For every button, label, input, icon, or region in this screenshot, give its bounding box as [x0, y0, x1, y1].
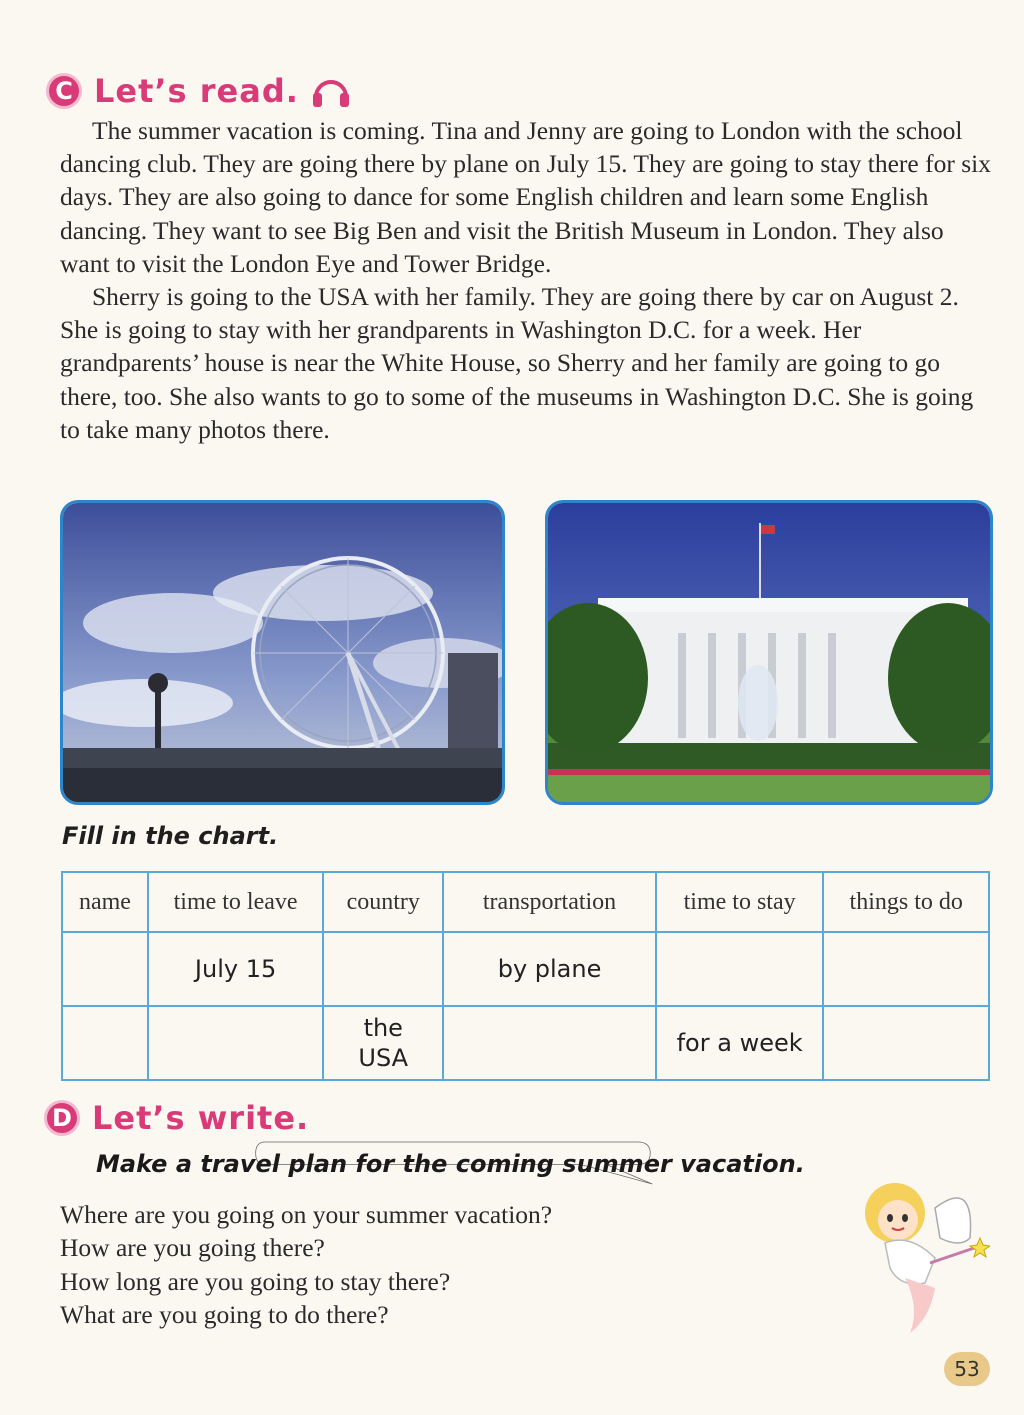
cell-transportation-blank[interactable]	[443, 1006, 656, 1080]
question-item: How long are you going to stay there?	[60, 1266, 451, 1296]
fill-chart-instruction: Fill in the chart.	[62, 822, 279, 850]
cell-time-to-stay-blank[interactable]	[656, 932, 824, 1006]
table-row	[62, 1006, 989, 1080]
header-transportation: transportation	[443, 872, 656, 932]
london-eye-photo	[60, 500, 505, 805]
paragraph-london: The summer vacation is coming. Tina and Jenny are going to London with the school dancing club. They are going there by plane on July 15. They are going to stay there for six days. They are also going to dance for some English children and learn some English dancing. They want to see Big Ben and visit the British Museum in London. They also want to visit the London Eye and Tower Bridge.	[60, 116, 991, 278]
cell-transportation[interactable]: by plane	[443, 932, 656, 1006]
chart-header-row	[62, 872, 989, 932]
headphones-icon[interactable]	[311, 73, 351, 109]
header-time-to-leave: time to leave	[148, 872, 323, 932]
page-number: 53	[944, 1352, 990, 1386]
writing-questions	[60, 1198, 552, 1332]
cell-things-to-do-blank[interactable]	[823, 932, 989, 1006]
question-item: What are you going to do there?	[60, 1300, 389, 1330]
cell-time-to-leave-blank[interactable]	[148, 1006, 323, 1080]
question-item: Where are you going on your summer vacation?	[60, 1200, 553, 1229]
section-c-badge: C	[46, 73, 82, 109]
header-things-to-do: things to do	[823, 872, 989, 932]
section-c-header	[46, 72, 351, 110]
section-d-header	[44, 1099, 309, 1137]
paragraph-usa: Sherry is going to the USA with her family. They are going there by car on August 2. She is going to stay with her grandparents in Washington D.C. for a week. Her grandparents’ house is near the White House, so Sherry and her family are going to go there, too. She also wants to go to some of the museums in Washington D.C. She is going to take many photos there.	[60, 282, 974, 444]
travel-chart-table	[61, 871, 990, 1081]
angel-illustration	[850, 1168, 990, 1368]
header-country: country	[323, 872, 443, 932]
header-name: name	[62, 872, 148, 932]
cell-time-to-stay[interactable]: for a week	[656, 1006, 824, 1080]
section-c-title: Let’s read.	[94, 72, 299, 110]
london-eye-image	[63, 503, 502, 802]
section-d-title: Let’s write.	[92, 1099, 310, 1137]
reading-passage	[60, 114, 992, 446]
header-time-to-stay: time to stay	[656, 872, 824, 932]
cell-things-to-do-blank[interactable]	[823, 1006, 989, 1080]
white-house-photo	[545, 500, 993, 805]
cell-time-to-leave[interactable]: July 15	[148, 932, 323, 1006]
section-d-badge: D	[44, 1100, 80, 1136]
cell-country[interactable]: the USA	[323, 1006, 443, 1080]
cell-country-blank[interactable]	[323, 932, 443, 1006]
table-row	[62, 932, 989, 1006]
cell-name-blank[interactable]	[62, 932, 148, 1006]
white-house-image	[548, 503, 990, 802]
question-item: How are you going there?	[60, 1233, 325, 1263]
cell-name-blank[interactable]	[62, 1006, 148, 1080]
bubble-text: Make a travel plan for the coming summer vacation.	[96, 1150, 805, 1178]
